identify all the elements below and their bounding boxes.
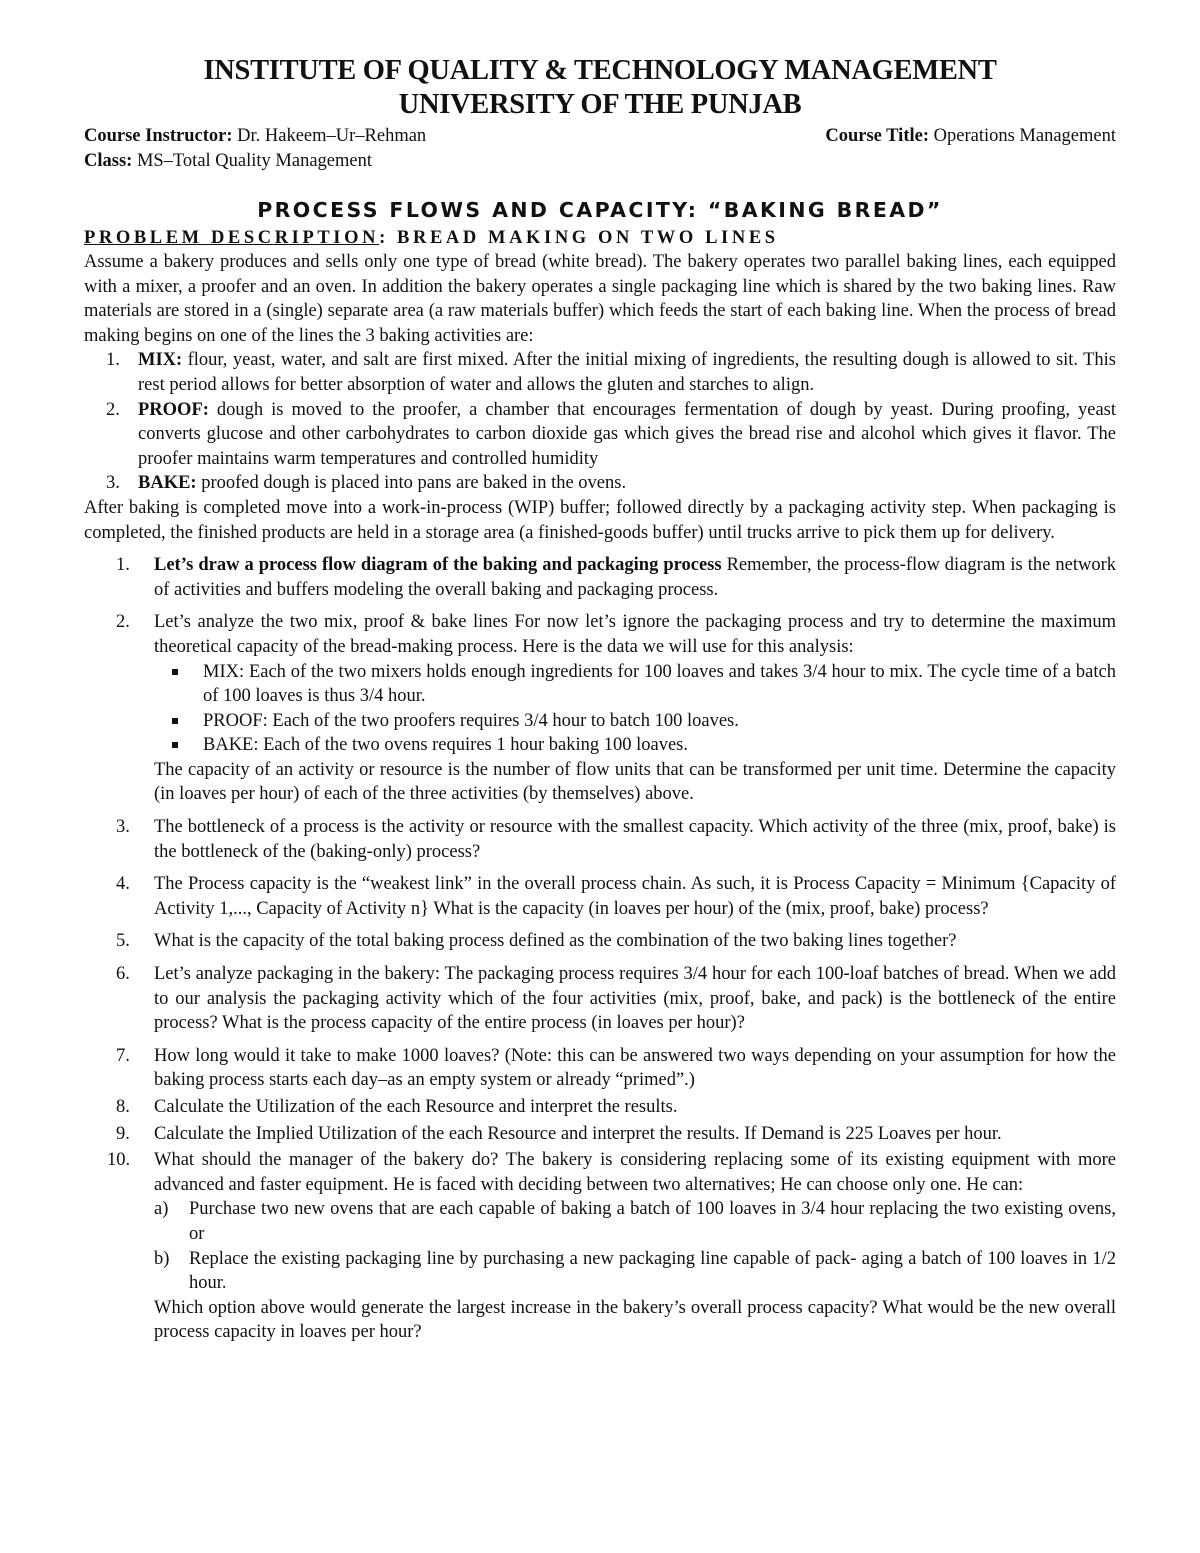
document-page — [84, 54, 1116, 1353]
meta-row-class — [84, 149, 1116, 174]
bullet-bake: BAKE: Each of the two ovens requires 1 hour baking 100 loaves. — [154, 733, 1116, 758]
class-info: Class: MS–Total Quality Management — [84, 151, 372, 171]
university-title: UNIVERSITY OF THE PUNJAB — [398, 89, 802, 120]
question-7: 7. How long would it take to make 1000 loaves? (Note: this can be answered two ways depending on your assumption for how the baking process starts each day–as an empty system or already “primed”.) — [116, 1045, 1116, 1091]
institute-title: INSTITUTE OF QUALITY & TECHNOLOGY MANAGEMENT — [203, 55, 997, 86]
baking-steps-list — [84, 348, 1116, 496]
question-3: 3. The bottleneck of a process is the activity or resource with the smallest capacity. Which activity of the three (mix, proof, bake) is the bottleneck of the (baking-only) process? — [116, 817, 1116, 862]
meta-row-instructor — [84, 124, 1116, 149]
question-8: 8. Calculate the Utilization of the each Resource and interpret the results. — [116, 1097, 678, 1117]
questions-list — [84, 553, 1116, 1345]
step-mix: 1. MIX: flour, yeast, water, and salt are first mixed. After the initial mixing of ingredients, the resulting dough is allowed to sit. This rest period allows for better absorption of water and allows the gluten and starches to align. — [106, 350, 1116, 395]
question-10: 10. What should the manager of the bakery do? The bakery is considering replacing some of its existing equipment with more advanced and faster equipment. He is faced with deciding between two alternatives; He can choose only one. He can: a) Purchase two new ovens that are each capable of baking a batch of 100 loaves in 3/4 hour replacing the two existing ovens, or b) Replace the existing packaging line by purchasing a new packaging line capable of pack- aging a batch of 100 loaves in 1/2 hour. Which option above would generate the largest increase in the bakery’s overall process capacity? What would be the new overall process capacity in loaves per hour? — [84, 1148, 1116, 1345]
bullet-proof: PROOF: Each of the two proofers requires 3/4 hour to batch 100 loaves. — [154, 709, 1116, 734]
question-4: 4. The Process capacity is the “weakest link” in the overall process chain. As such, it is Process Capacity = Minimum {Capacity of Activity 1,..., Capacity of Activity n} What is the capacity (in loaves per hour) of the (mix, proof, bake) process? — [116, 874, 1116, 919]
main-heading: PROCESS FLOWS AND CAPACITY: “BAKING BREAD” — [257, 198, 943, 222]
capacity-data-bullets — [154, 660, 1116, 758]
question-1: 1. Let’s draw a process flow diagram of the baking and packaging process Remember, the process-flow diagram is the network of activities and buffers modeling the overall baking and packaging process. — [116, 555, 1116, 600]
option-a: a) Purchase two new ovens that are each capable of baking a batch of 100 loaves in 3/4 hour replacing the two existing ovens, or — [154, 1199, 1116, 1244]
course-instructor: Course Instructor: Dr. Hakeem–Ur–Rehman — [84, 126, 427, 146]
step-proof: 2. PROOF: dough is moved to the proofer, a chamber that encourages fermentation of dough by yeast. During proofing, yeast converts glucose and other carbohydrates to carbon dioxide gas which gives the bread rise and alcohol which gives it flavor. The proofer maintains warm temperatures and controlled humidity — [106, 399, 1116, 469]
course-title: Course Title: Operations Management — [825, 126, 1116, 146]
problem-after: After baking is completed move into a work-in-process (WIP) buffer; followed directly by a packaging activity step. When packaging is completed, the finished products are held in a storage area (a finished-goods buffer) until trucks arrive to pick them up for delivery. — [84, 497, 1116, 543]
question-10-after: Which option above would generate the largest increase in the bakery’s overall process capacity? What would be the new overall process capacity in loaves per hour? — [154, 1297, 1116, 1343]
question-6: 6. Let’s analyze packaging in the bakery: The packaging process requires 3/4 hour for each 100-loaf batches of bread. When we add to our analysis the packaging activity which of the four activities (mix, proof, bake, and pack) is the bottleneck of the entire process? What is the process capacity of the entire process (in loaves per hour)? — [116, 964, 1116, 1034]
step-bake: 3. BAKE: proofed dough is placed into pans are baked in the ovens. — [106, 473, 627, 494]
problem-intro: Assume a bakery produces and sells only one type of bread (white bread). The bakery operates two parallel baking lines, each equipped with a mixer, a proofer and an oven. In addition the bakery operates a single packaging line which is shared by the two baking lines. Raw materials are stored in a (single) separate area (a raw materials buffer) which feeds the start of each baking line. When the process of bread making begins on one of the lines the 3 baking activities are: — [84, 252, 1116, 346]
alternatives-list — [154, 1197, 1116, 1295]
question-9: 9. Calculate the Implied Utilization of the each Resource and interpret the results. If Demand is 225 Loaves per hour. — [116, 1123, 1002, 1144]
question-2: 2. Let’s analyze the two mix, proof & bake lines For now let’s ignore the packaging process and try to determine the maximum theoretical capacity of the bread-making process. Here is the data we will use for this analysis: MIX: Each of the two mixers holds enough ingredients for 100 loaves and takes 3/4 hour to mix. The cycle time of a batch of 100 loaves is thus 3/4 hour. PROOF: Each of the two proofers requires 3/4 hour to batch 100 loaves. BAKE: Each of the two ovens requires 1 hour baking 100 loaves. The capacity of an activity or resource is the number of flow units that can be transformed per unit time. Determine the capacity (in loaves per hour) of each of the three activities (by themselves) above. — [84, 610, 1116, 807]
bullet-mix: MIX: Each of the two mixers holds enough ingredients for 100 loaves and takes 3/4 hour to mix. The cycle time of a batch of 100 loaves is thus 3/4 hour. — [154, 660, 1116, 709]
problem-heading: PROBLEM DESCRIPTION: BREAD MAKING ON TWO LINES — [84, 228, 779, 248]
option-b: b) Replace the existing packaging line by purchasing a new packaging line capable of pack- aging a batch of 100 loaves in 1/2 hour. — [154, 1248, 1116, 1294]
question-2-after: The capacity of an activity or resource is the number of flow units that can be transformed per unit time. Determine the capacity (in loaves per hour) of each of the three activities (by themselves) above. — [154, 759, 1116, 805]
question-5: 5. What is the capacity of the total baking process defined as the combination of the two baking lines together? — [116, 931, 957, 952]
